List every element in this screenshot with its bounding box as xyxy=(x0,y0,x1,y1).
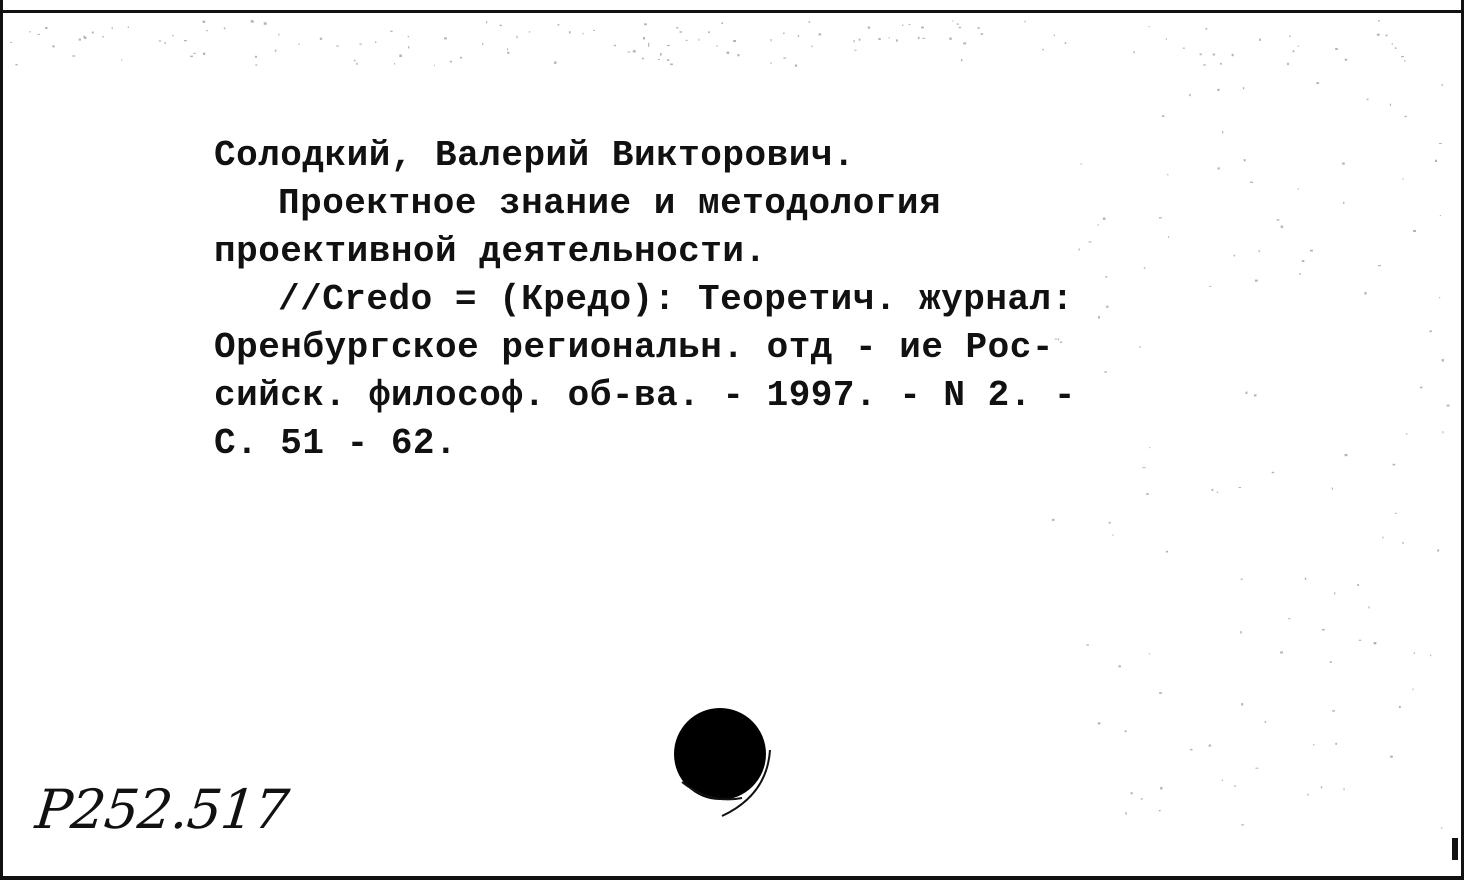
speck xyxy=(275,50,277,52)
source-line-2: Оренбургское региональн. отд - ие Рос- xyxy=(214,327,1054,368)
speck xyxy=(1298,46,1299,47)
speck xyxy=(1316,82,1318,84)
speck xyxy=(1131,792,1133,794)
speck xyxy=(15,64,17,65)
speck xyxy=(1402,542,1403,544)
speck xyxy=(1298,188,1299,189)
speck xyxy=(721,22,723,24)
speck xyxy=(1406,434,1408,435)
speck xyxy=(633,50,636,52)
speck xyxy=(1159,810,1161,811)
speck xyxy=(957,23,959,24)
speck xyxy=(1287,63,1289,65)
speck xyxy=(298,44,300,45)
speck xyxy=(1149,653,1150,654)
speck xyxy=(1420,387,1423,389)
speck xyxy=(798,35,799,37)
speck xyxy=(1265,721,1267,723)
speck xyxy=(1209,286,1211,287)
speck xyxy=(102,36,104,37)
speck xyxy=(1239,487,1241,488)
speck xyxy=(642,58,644,60)
speck xyxy=(460,57,462,59)
speck xyxy=(708,31,710,33)
speck xyxy=(1447,405,1450,407)
speck xyxy=(1112,535,1113,536)
title-line-2: проективной деятельности. xyxy=(214,231,767,272)
speck xyxy=(1377,34,1380,36)
speck xyxy=(1246,392,1248,394)
speck xyxy=(648,43,649,45)
speck xyxy=(264,22,267,25)
speck xyxy=(1293,50,1295,52)
speck xyxy=(1209,745,1212,747)
speck xyxy=(1307,794,1308,796)
speck xyxy=(1302,260,1305,262)
speck xyxy=(1334,592,1335,594)
speck xyxy=(394,63,395,65)
speck xyxy=(1098,722,1101,724)
speck xyxy=(1305,578,1306,580)
speck xyxy=(10,42,12,43)
speck xyxy=(253,22,254,23)
speck xyxy=(1413,230,1416,232)
speck xyxy=(1368,606,1369,608)
speck xyxy=(1281,226,1283,228)
speck xyxy=(184,40,187,41)
speck xyxy=(1335,48,1338,50)
speck xyxy=(1166,39,1167,40)
speck xyxy=(1042,49,1044,51)
speck xyxy=(1234,255,1236,257)
speck xyxy=(819,33,822,35)
speck xyxy=(1399,706,1401,708)
speck xyxy=(1345,454,1348,456)
speck xyxy=(1414,653,1415,654)
speck xyxy=(1442,431,1443,433)
speck xyxy=(1086,644,1089,645)
speck xyxy=(1212,489,1214,491)
speck xyxy=(981,33,984,35)
speck xyxy=(1359,640,1361,641)
speck xyxy=(1335,743,1337,745)
speck xyxy=(1289,36,1291,37)
speck xyxy=(482,43,483,45)
speck xyxy=(1344,788,1345,790)
speck xyxy=(1378,20,1380,22)
speck xyxy=(203,53,205,55)
speck xyxy=(390,31,393,32)
speck xyxy=(1190,749,1193,750)
speck xyxy=(1413,689,1414,691)
speck xyxy=(52,45,54,47)
speck xyxy=(79,39,81,41)
speck xyxy=(1272,472,1275,474)
speck xyxy=(902,25,903,27)
speck xyxy=(648,45,649,47)
speck xyxy=(1109,522,1111,524)
speck xyxy=(500,25,502,26)
card-left-edge xyxy=(0,0,3,880)
speck xyxy=(1189,94,1191,96)
speck xyxy=(733,40,736,42)
speck xyxy=(1222,131,1223,133)
speck xyxy=(1025,21,1026,23)
speck xyxy=(643,37,645,39)
speck xyxy=(1395,513,1397,514)
speck xyxy=(1203,64,1206,65)
speck xyxy=(1118,665,1121,667)
speck xyxy=(450,61,452,63)
speck xyxy=(1442,359,1444,361)
speck xyxy=(949,38,952,40)
speck xyxy=(1313,744,1314,745)
speck xyxy=(1065,42,1067,44)
speck xyxy=(667,59,669,61)
speck xyxy=(1430,655,1431,657)
speck xyxy=(1220,63,1222,65)
speck xyxy=(1374,642,1377,644)
speck xyxy=(516,36,517,38)
speck xyxy=(670,64,673,66)
speck xyxy=(963,42,966,44)
speck xyxy=(1330,661,1332,663)
speck xyxy=(1125,812,1127,814)
speck xyxy=(686,40,688,41)
speck xyxy=(628,52,631,53)
speck xyxy=(190,56,193,57)
speck xyxy=(224,28,226,30)
speck xyxy=(644,23,647,25)
speck xyxy=(159,40,162,41)
speck xyxy=(896,39,898,41)
speck xyxy=(771,39,772,41)
speck xyxy=(1159,692,1162,694)
speck xyxy=(1254,394,1257,396)
speck xyxy=(529,31,531,32)
speck xyxy=(320,38,322,40)
speck xyxy=(1332,710,1335,711)
speck xyxy=(251,20,254,23)
speck xyxy=(1382,537,1383,539)
speck xyxy=(112,27,113,29)
speck xyxy=(1440,215,1441,216)
speck xyxy=(72,55,75,56)
speck xyxy=(961,59,963,61)
speck xyxy=(716,45,717,46)
speck xyxy=(203,21,206,23)
speck xyxy=(952,20,953,21)
speck xyxy=(1277,219,1280,220)
speck xyxy=(1437,549,1439,551)
speck xyxy=(1160,787,1162,790)
speck xyxy=(278,34,279,36)
speck xyxy=(1393,464,1396,466)
speck xyxy=(1299,273,1301,274)
speck xyxy=(1310,250,1313,252)
speck xyxy=(918,37,920,39)
speck xyxy=(1439,143,1442,144)
speck xyxy=(128,27,129,29)
speck xyxy=(356,63,358,65)
speck xyxy=(855,50,857,51)
title-line-1: Проектное знание и методология xyxy=(278,183,942,224)
speck xyxy=(727,52,730,54)
speck xyxy=(1217,89,1219,91)
speck xyxy=(1386,35,1388,37)
speck xyxy=(408,46,409,48)
speck xyxy=(667,45,670,46)
speck xyxy=(878,38,881,40)
speck xyxy=(889,37,890,38)
speck xyxy=(1332,488,1333,490)
speck xyxy=(583,33,584,35)
speck xyxy=(854,40,855,43)
speck xyxy=(569,31,571,33)
speck xyxy=(1322,629,1325,631)
speck xyxy=(1321,786,1322,788)
speck xyxy=(1435,160,1437,162)
speck xyxy=(783,57,786,58)
speck xyxy=(1288,618,1290,619)
speck xyxy=(1357,584,1359,586)
speck xyxy=(978,27,980,29)
speck xyxy=(172,35,173,37)
speck xyxy=(1052,519,1055,521)
speck xyxy=(1146,493,1148,495)
speck xyxy=(1405,116,1407,117)
speck xyxy=(1243,87,1244,89)
speck xyxy=(92,32,94,34)
speck xyxy=(1259,250,1260,252)
card-bottom-edge xyxy=(0,876,1464,880)
speck xyxy=(554,62,557,64)
speck xyxy=(1206,28,1208,30)
speck xyxy=(255,56,257,58)
speck xyxy=(1404,60,1406,61)
speck xyxy=(193,53,196,54)
speck xyxy=(1166,551,1168,553)
speck xyxy=(1364,292,1366,294)
speck xyxy=(1213,54,1215,56)
speck xyxy=(1162,115,1165,117)
speck xyxy=(434,65,435,66)
speck xyxy=(1148,26,1149,27)
handwritten-shelf-mark: P252.517 xyxy=(32,778,291,841)
speck xyxy=(557,24,559,25)
speck xyxy=(164,42,166,43)
speck xyxy=(1345,59,1348,61)
speck xyxy=(360,44,362,45)
speck xyxy=(354,60,356,61)
speck xyxy=(922,38,925,39)
speck xyxy=(444,37,447,39)
speck xyxy=(770,62,771,64)
speck xyxy=(1183,48,1185,49)
speck xyxy=(38,34,40,35)
speck xyxy=(1441,828,1443,829)
speck xyxy=(1439,297,1440,298)
speck xyxy=(1200,53,1202,55)
speck xyxy=(1390,104,1391,106)
speck xyxy=(1367,99,1369,100)
speck xyxy=(1442,84,1443,86)
speck xyxy=(868,27,870,29)
speck xyxy=(676,27,678,29)
speck xyxy=(1255,768,1258,769)
speck xyxy=(614,45,616,46)
speck xyxy=(1125,730,1127,732)
speck xyxy=(1054,34,1055,36)
speck xyxy=(1232,54,1234,56)
speck xyxy=(1133,51,1134,53)
speck xyxy=(255,64,257,65)
speck xyxy=(593,30,595,31)
card-top-edge xyxy=(0,10,1464,13)
speck xyxy=(399,55,402,58)
speck xyxy=(1241,579,1243,580)
speck xyxy=(45,27,47,29)
speck xyxy=(795,65,797,67)
source-line-3: сийск. философ. об-ва. - 1997. - N 2. - xyxy=(214,375,1077,416)
speck xyxy=(1255,280,1258,282)
speck xyxy=(1342,163,1345,165)
speck xyxy=(1222,780,1223,781)
speck xyxy=(1240,631,1242,634)
speck xyxy=(1218,167,1220,169)
speck xyxy=(375,41,376,43)
speck xyxy=(1234,786,1236,787)
edge-mark xyxy=(1452,838,1458,860)
speck xyxy=(83,36,85,39)
speck xyxy=(1395,47,1397,49)
speck xyxy=(1343,202,1344,204)
speck xyxy=(1378,265,1381,266)
speck xyxy=(1402,178,1403,179)
speck xyxy=(1318,82,1319,84)
speck xyxy=(1259,39,1261,41)
bibliographic-entry xyxy=(214,132,1174,468)
speck xyxy=(1244,159,1246,161)
speck xyxy=(737,54,739,56)
source-line-4: С. 51 - 62. xyxy=(214,423,458,464)
speck xyxy=(85,37,87,40)
speck xyxy=(809,21,811,23)
speck xyxy=(1141,798,1143,800)
speck xyxy=(1280,651,1283,653)
speck xyxy=(336,46,338,47)
speck xyxy=(909,24,911,25)
speck xyxy=(658,59,660,60)
speck xyxy=(783,33,785,34)
speck xyxy=(1241,703,1243,705)
speck xyxy=(507,48,508,50)
speck xyxy=(680,31,683,32)
source-line-1: //Credo = (Кредо): Теоретич. журнал: xyxy=(278,279,1074,320)
speck xyxy=(486,21,487,23)
speck xyxy=(1241,824,1244,825)
speck xyxy=(206,30,208,31)
speck xyxy=(1392,43,1393,45)
speck xyxy=(1401,56,1404,57)
speck xyxy=(921,27,924,29)
speck xyxy=(1390,756,1393,758)
speck xyxy=(408,36,410,37)
speck xyxy=(1250,182,1253,183)
speck xyxy=(811,46,812,48)
author-line: Солодкий, Валерий Викторович. xyxy=(214,135,856,176)
speck xyxy=(1217,492,1219,493)
speck xyxy=(121,60,122,61)
speck xyxy=(959,27,961,28)
speck xyxy=(1429,330,1431,332)
speck xyxy=(29,31,30,33)
speck xyxy=(698,39,699,41)
punch-hole-tear-mark xyxy=(672,740,782,830)
speck xyxy=(507,52,509,54)
speck xyxy=(859,39,861,41)
speck xyxy=(660,53,662,55)
